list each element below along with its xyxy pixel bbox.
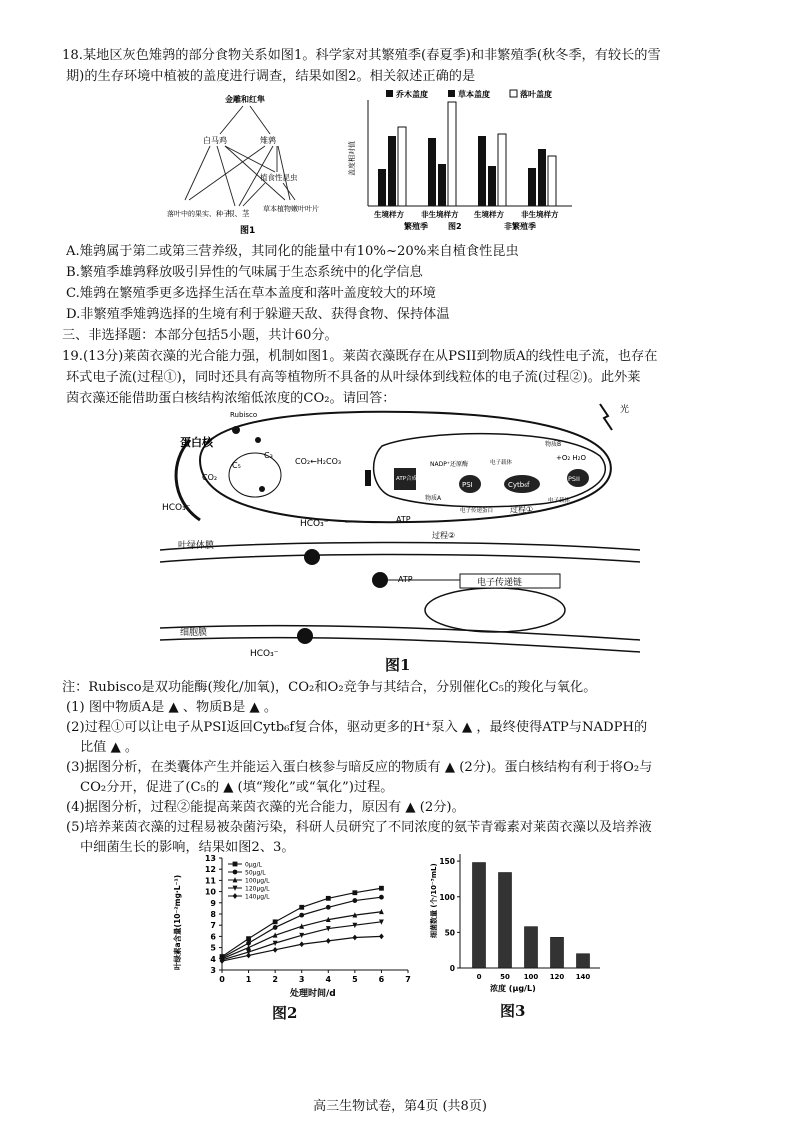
chart3-bar — [499, 873, 512, 968]
chart3-bar — [473, 863, 486, 968]
chloroplast-membrane-label: 叶绿体膜 — [178, 541, 215, 551]
cell-membrane-label: 细胞膜 — [180, 628, 208, 638]
chart3-xtick-label: 50 — [500, 973, 510, 981]
chart2-xtick-label: 6 — [378, 975, 385, 984]
substance-a-label: 物质A — [425, 495, 442, 502]
chart3-bar — [551, 937, 564, 968]
chart2-data-point — [246, 953, 251, 959]
atp-synthase-label: ATP合成酶 — [396, 476, 423, 482]
chart2-data-point — [299, 941, 304, 947]
substance-b-label: 物质B — [545, 441, 562, 448]
atp-label-1: ATP — [396, 515, 411, 524]
psi-label: PSI — [462, 481, 473, 489]
foodweb-node-whiteeared: 白马鸡 — [203, 136, 227, 145]
fig2-small-caption: 图2 — [448, 222, 462, 231]
q18-chart-ylabel: 盖度相对值 — [348, 141, 356, 176]
q18-stem-line1: 18.某地区灰色雉鹑的部分食物关系如图1。科学家对其繁殖季(春夏季)和非繁殖季(秋冬季，有较长的雪 — [62, 48, 661, 63]
water-label: +O₂ H₂O — [556, 454, 586, 462]
chart3-xtick-label: 100 — [523, 973, 539, 981]
q19-question-5: (5)培养莱茵衣藻的过程易被杂菌污染，科研人员研究了不同浓度的氨苄青霉素对莱茵衣藻以及培养液 — [66, 820, 652, 835]
chart2-ytick-label: 10 — [204, 887, 216, 897]
hco3-left-label: HCO₃⁻ — [162, 503, 191, 513]
chart2-legend-label: 120μg/L — [245, 885, 270, 893]
q18-xtick-0: 生境样方 — [374, 210, 404, 219]
q18-group-0: 繁殖季 — [404, 222, 428, 231]
chart2-xlabel: 处理时间/d — [290, 989, 336, 999]
chart2-data-point — [326, 905, 331, 910]
pyrenoid-label: 蛋白核 — [180, 436, 213, 449]
co2-h2co3-label: CO₂←H₂CO₃ — [295, 457, 342, 466]
chart2-data-point — [273, 947, 278, 953]
pyrenoid-co2-label: CO₂ — [202, 473, 218, 482]
chart2-ylabel: 叶绿素a含量(10⁻²mg·L⁻¹) — [173, 874, 182, 970]
hco3-bottom-label: HCO₃⁻ — [250, 649, 279, 659]
q19-question-5-cont: 中细菌生长的影响，结果如图2、3。 — [80, 840, 295, 855]
q18-xtick-1: 非生境样方 — [421, 210, 459, 219]
chart3-xtick-label: 120 — [549, 973, 565, 981]
chart3-ytick-label: 0 — [449, 964, 455, 973]
foodweb-node-raptor: 金雕和红隼 — [225, 95, 265, 104]
chart3-ytick-label: 50 — [444, 928, 455, 938]
fig1-caption: 图1 — [240, 226, 256, 236]
chart2-data-point — [273, 919, 278, 924]
chart2-data-point — [379, 934, 384, 940]
chart2-data-point — [379, 895, 384, 900]
q18-xtick-2: 生境样方 — [474, 210, 504, 219]
foodweb-node-litter: 落叶中的果实、种子 — [167, 210, 230, 218]
chart2-ytick-label: 13 — [204, 854, 216, 863]
chart2-legend-label: 140μg/L — [245, 893, 270, 901]
chart2-caption: 图2 — [272, 1004, 298, 1022]
q18-stem-line2: 期)的生存环境中植被的盖度进行调查，结果如图2。相关叙述正确的是 — [66, 69, 476, 84]
nadp-label: NADP⁺还原酶 — [430, 461, 468, 468]
q19-fig1-caption: 图1 — [385, 656, 411, 674]
chart2-data-point — [299, 905, 304, 910]
chart3-bar — [525, 927, 538, 968]
q18-cover-chart — [340, 86, 580, 236]
chart2-ytick-label: 11 — [204, 876, 216, 886]
page-footer: 高三生物试卷，第4页 (共8页) — [313, 1099, 487, 1114]
chart2-ytick-label: 5 — [210, 943, 216, 953]
bacteria-bar-chart — [420, 846, 610, 996]
chart3-ytick-label: 100 — [439, 892, 455, 902]
chart2-data-point — [352, 935, 357, 941]
foodweb-node-herb: 草本植物嫩叶叶片 — [263, 205, 319, 213]
chart2-xtick-label: 1 — [245, 975, 252, 984]
chart2-ytick-label: 3 — [210, 966, 216, 975]
section-3-heading: 三、非选择题：本部分包括5小题，共计60分。 — [62, 328, 338, 343]
chart3-caption: 图3 — [500, 1002, 526, 1020]
c3-label: C₃ — [264, 451, 273, 460]
q19-question-1: (1) 图中物质A是 ▲ 、物质B是 ▲ 。 — [66, 700, 278, 715]
c5-label: C₅ — [232, 461, 241, 470]
q19-question-2: (2)过程①可以让电子从PSI返回Cytb₆f复合体，驱动更多的H⁺泵入 ▲ ，最终使得ATP与NADPH的 — [66, 720, 648, 735]
legend-litter: 落叶盖度 — [520, 90, 552, 99]
q18-xtick-3: 非生境样方 — [521, 210, 559, 219]
q19-question-3-cont: CO₂分开，促进了(C₅的 ▲ (填“羧化”或“氧化”)过程。 — [80, 780, 394, 795]
chart2-data-point — [326, 938, 331, 944]
chart2-ytick-label: 7 — [210, 921, 216, 931]
chart2-ytick-label: 8 — [210, 910, 216, 919]
chart3-ylabel: 细菌数量 (个/10⁻³mL) — [430, 863, 438, 938]
chart3-bar — [577, 954, 590, 968]
chart2-legend-label: 100μg/L — [245, 877, 270, 885]
legend-herb-swatch — [448, 90, 455, 97]
chart3-xtick-label: 0 — [476, 973, 482, 981]
legend-tree: 乔木盖度 — [396, 90, 428, 99]
foodweb-node-insect: 植食性昆虫 — [260, 173, 298, 182]
hco3-mid-label: HCO₃⁻ — [300, 519, 329, 529]
chart2-ytick-label: 12 — [204, 865, 216, 875]
legend-tree-swatch — [386, 90, 393, 97]
chart2-ytick-label: 6 — [210, 932, 216, 942]
chart2-legend-marker — [233, 862, 238, 867]
chart3-ytick-label: 150 — [439, 857, 455, 867]
q19-mechanism-diagram — [160, 400, 640, 670]
q18-option-b: B.繁殖季雄鹑释放吸引异性的气味属于生态系统中的化学信息 — [66, 265, 423, 280]
chart2-data-point — [299, 913, 304, 918]
q18-option-c: C.雉鹑在繁殖季更多选择生活在草本盖度和落叶盖度较大的环境 — [66, 286, 436, 301]
chart2-data-point — [273, 925, 278, 930]
q19-stem-line1: 19.(13分)莱茵衣藻的光合能力强，机制如图1。莱茵衣藻既存在从PSII到物质A的线性电子流，也存在 — [62, 349, 658, 364]
q18-option-d: D.非繁殖季雉鹑选择的生境有利于躲避天敌、获得食物、保持体温 — [66, 307, 450, 322]
chlorophyll-line-chart — [170, 852, 420, 1002]
chart2-xtick-label: 0 — [219, 975, 225, 984]
rubisco-label: Rubisco — [230, 411, 258, 419]
q18-option-a: A.雉鹑属于第二或第三营养级，其同化的能量中有10%~20%来自植食性昆虫 — [66, 244, 519, 259]
carrier-1-label: 电子载体 — [490, 460, 513, 466]
q19-stem-line2: 环式电子流(过程①)，同时还具有高等植物所不具备的从叶绿体到线粒体的电子流(过程②)。此外莱 — [66, 370, 641, 385]
q18-food-web — [165, 88, 340, 238]
chart2-data-point — [326, 896, 331, 901]
chart2-xtick-label: 4 — [325, 975, 332, 984]
process-1-label: 过程① — [510, 505, 534, 514]
psii-label: PSII — [568, 475, 580, 483]
atp-label-2: ATP — [398, 575, 413, 584]
process-2-label: 过程② — [432, 531, 456, 540]
chart2-data-point — [246, 936, 251, 941]
foodweb-node-root: 根、茎 — [227, 209, 250, 218]
q19-stem-line3: 茵衣藻还能借助蛋白核结构浓缩低浓度的CO₂。请回答： — [66, 391, 396, 406]
chart2-xtick-label: 3 — [298, 975, 305, 984]
legend-herb: 草本盖度 — [458, 90, 490, 99]
chart2-xtick-label: 7 — [405, 975, 411, 984]
carrier-2-label: 电子载体 — [548, 498, 571, 504]
q19-question-3: (3)据图分析，在类囊体产生并能运入蛋白核参与暗反应的物质有 ▲ (2分)。蛋白核结构有利于将O₂与 — [66, 760, 653, 775]
legend-litter-swatch — [510, 90, 517, 97]
q19-question-4: (4)据图分析，过程②能提高莱茵衣藻的光合能力，原因有 ▲ (2分)。 — [66, 800, 465, 815]
chart2-legend-label: 0μg/L — [245, 861, 262, 869]
q18-group-1: 非繁殖季 — [504, 222, 536, 231]
chart2-data-point — [379, 886, 384, 891]
chart2-ytick-label: 4 — [210, 954, 216, 964]
cytb6f-label: Cytb₆f — [508, 481, 530, 489]
chart3-xlabel: 浓度 (μg/L) — [490, 984, 536, 993]
chart2-data-point — [352, 898, 357, 903]
chart2-xtick-label: 5 — [352, 975, 358, 984]
chart3-xtick-label: 140 — [575, 973, 591, 981]
chart2-xtick-label: 2 — [272, 975, 278, 984]
q19-question-2-cont: 比值 ▲ 。 — [80, 740, 139, 755]
chart2-data-point — [352, 890, 357, 895]
etc-label: 电子传递链 — [477, 578, 523, 588]
chart2-legend-label: 50μg/L — [245, 869, 266, 877]
chart2-legend-marker — [233, 893, 238, 899]
foodweb-node-partridge: 雉鹑 — [260, 136, 276, 145]
carrier-3-label: 电子传递蛋白 — [460, 508, 494, 514]
light-label: 光 — [620, 405, 630, 415]
chart2-ytick-label: 9 — [210, 898, 216, 908]
q19-note: 注：Rubisco是双功能酶(羧化/加氧)，CO₂和O₂竞争与其结合，分别催化C₅的羧化与氧化。 — [62, 680, 597, 695]
chart2-legend-marker — [233, 870, 238, 875]
